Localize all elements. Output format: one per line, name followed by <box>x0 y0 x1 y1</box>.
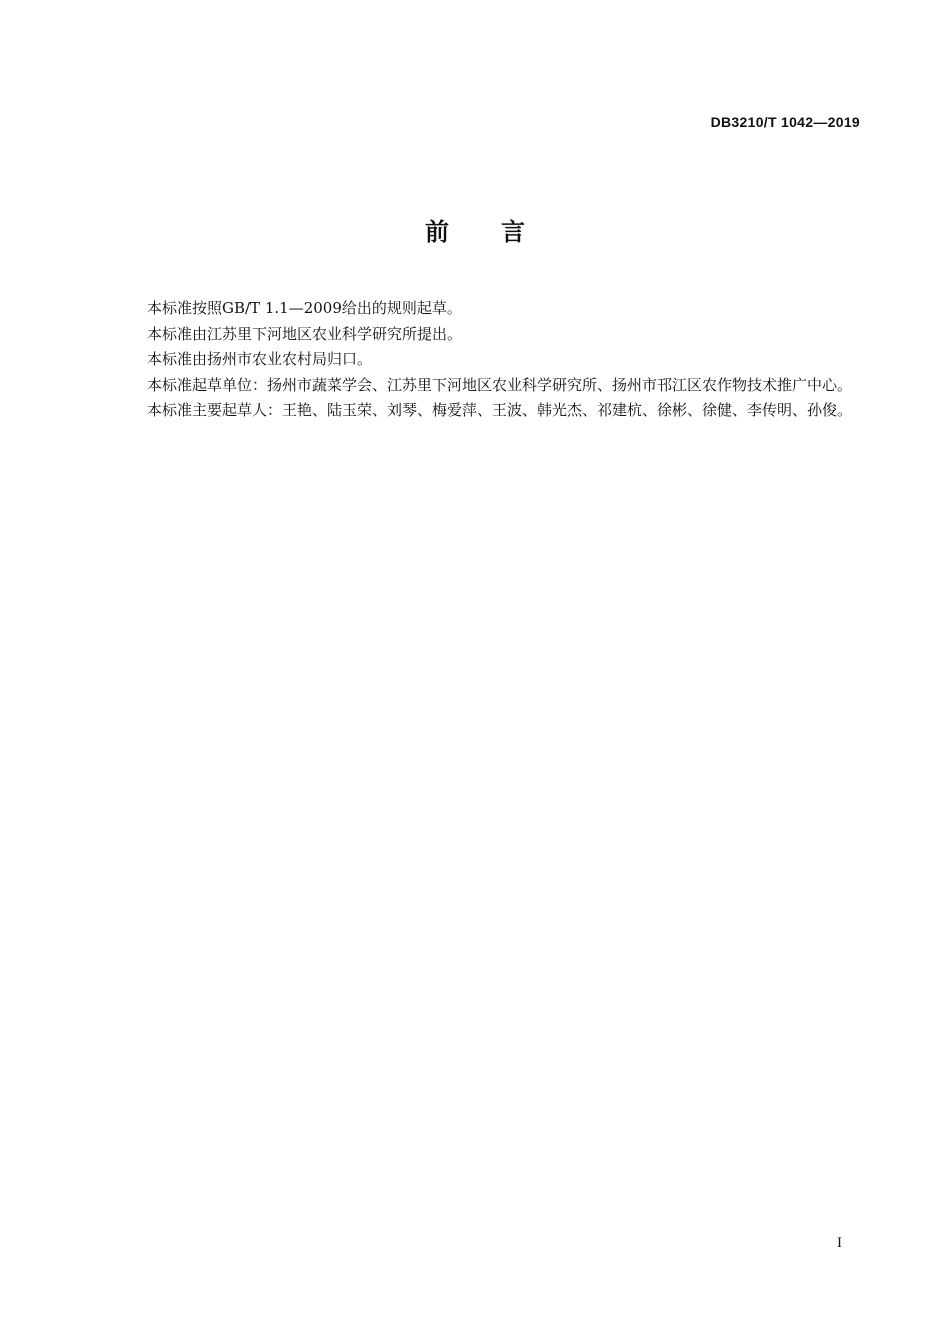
foreword-body <box>113 296 861 424</box>
paragraph-drafting-units: 本标准起草单位：扬州市蔬菜学会、江苏里下河地区农业科学研究所、扬州市邗江区农作物技术推广中心。 <box>147 375 853 394</box>
paragraph-drafting-rules: 本标准按照GB/T 1.1—2009给出的规则起草。 <box>147 299 462 317</box>
standard-number: DB3210/T 1042—2019 <box>710 114 860 130</box>
paragraph-drafters: 本标准主要起草人：王艳、陆玉荣、刘琴、梅爱萍、王波、韩光杰、祁建杭、徐彬、徐健、李传明、孙俊。 <box>147 401 853 419</box>
paragraph-proposer: 本标准由江苏里下河地区农业科学研究所提出。 <box>147 324 463 343</box>
paragraph-administrator: 本标准由扬州市农业农村局归口。 <box>147 350 373 368</box>
page-number: I <box>837 1235 842 1251</box>
page-title: 前言 <box>425 218 577 246</box>
